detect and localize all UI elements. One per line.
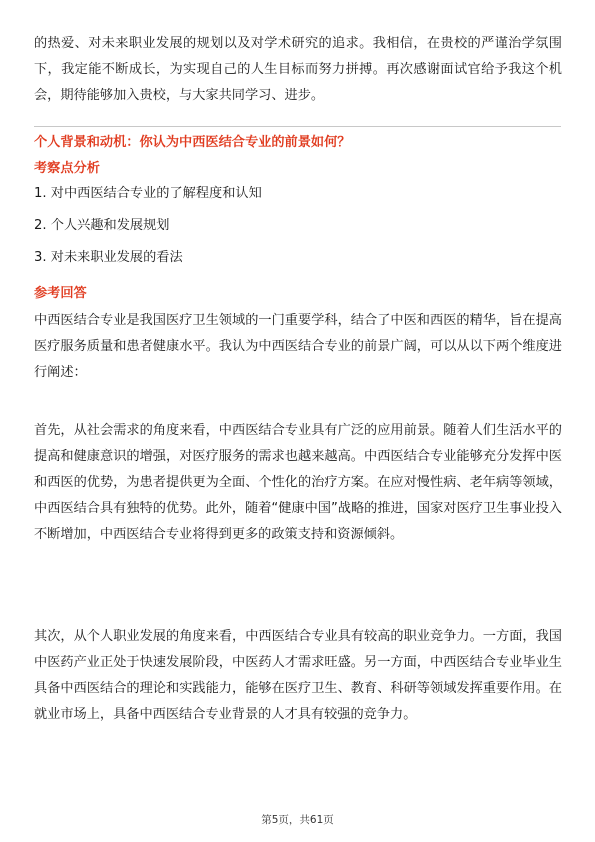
answer-paragraph: 首先，从社会需求的角度来看，中西医结合专业具有广泛的应用前景。随着人们生活水平的提高和健康意识的增强，对医疗服务的需求也越来越高。中西医结合专业能够充分发挥中医和西医的优势，为患者提供更为全面、个性化的治疗方案。在应对慢性病、老年病等领域，中西医结合具有独特的优势。此外，随着“健康中国”战略的推进，国家对医疗卫生事业投入不断增加，中西医结合专业将得到更多的政策支持和资源倾斜。 [34, 423, 562, 542]
answer-paragraph: 中西医结合专业是我国医疗卫生领域的一门重要学科，结合了中医和西医的精华，旨在提高医疗服务质量和患者健康水平。我认为中西医结合专业的前景广阔，可以从以下两个维度进行阐述： [34, 313, 562, 380]
answer-paragraph: 其次，从个人职业发展的角度来看，中西医结合专业具有较高的职业竞争力。一方面，我国中医药产业正处于快速发展阶段，中医药人才需求旺盛。另一方面，中西医结合专业毕业生具备中西医结合的理论和实践能力，能够在医疗卫生、教育、科研等领域发挥重要作用。在就业市场上，具备中西医结合专业背景的人才具有较强的竞争力。 [34, 629, 562, 722]
answer-heading: 参考回答 [34, 286, 87, 301]
question-heading: 个人背景和动机：你认为中西医结合专业的前景如何？ [34, 135, 351, 150]
analysis-point: 2. 个人兴趣和发展规划 [34, 218, 170, 233]
analysis-point: 3. 对未来职业发展的看法 [34, 250, 183, 265]
analysis-heading: 考察点分析 [34, 161, 100, 176]
analysis-point: 1. 对中西医结合专业的了解程度和认知 [34, 186, 262, 201]
analysis-points-list [34, 184, 262, 280]
page-number: 第5页，共61页 [261, 814, 334, 826]
section-divider [34, 126, 561, 127]
intro-paragraph: 的热爱、对未来职业发展的规划以及对学术研究的追求。我相信，在贵校的严谨治学氛围下，我定能不断成长，为实现自己的人生目标而努力拼搏。再次感谢面试官给予我这个机会，期待能够加入贵校，与大家共同学习、进步。 [34, 36, 562, 103]
